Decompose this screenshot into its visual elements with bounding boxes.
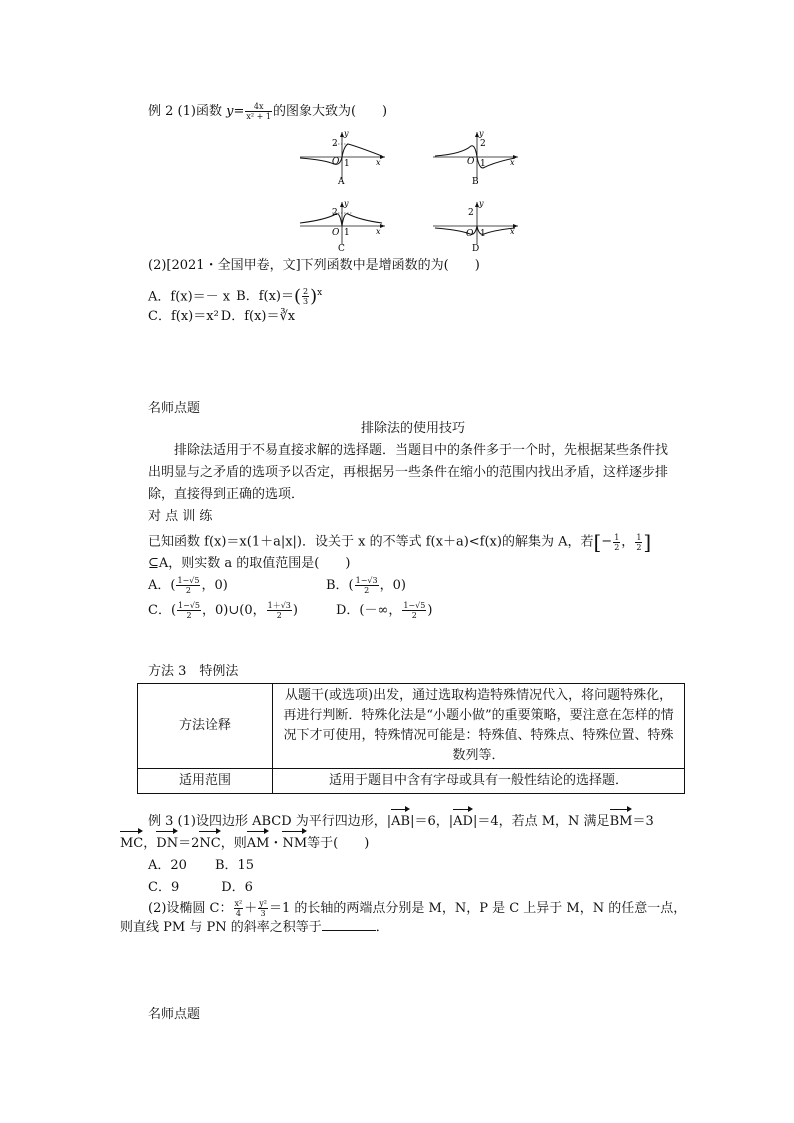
ex2-q2-options-cd: C．f(x)＝x² D．f(x)＝∛x [148,309,296,324]
method3-row1-head: 方法诠释 [138,684,273,769]
svg-text:2: 2 [332,208,338,218]
ex3-q2-line2: 则直线 PM 与 PN 的斜率之积等于 ． [120,920,389,935]
graph-options [290,124,530,254]
svg-text:x: x [376,227,381,236]
tip1-body: 排除法适用于不易直接求解的选择题．当题目中的条件多于一个时，先根据某些条件找出明显与之矛盾的选项予以否定，再根据另一些条件在缩小的范围内找出矛盾，这样逐步排除，直接得到正确的选项． [148,443,669,502]
method3-row1-body: 从题干(或选项)出发，通过选取构造特殊情况代入，将问题特殊化，再进行判断．特殊化法是“小题小做”的重要策略，要注意在怎样的情况下才可使用，特殊情况可能是：特殊值、特殊点、特殊位置、特殊数列等． [273,684,685,769]
ex3-line2: MC，DN＝2NC，则AM・NM等于( ) [120,833,369,855]
graph-d-label: D [472,244,480,254]
svg-text:1: 1 [480,159,486,169]
method3-title: 方法 3 特例法 [148,664,239,679]
svg-text:y: y [344,199,349,208]
practice-stem-line2: ⊆A，则实数 a 的取值范围是( ) [148,556,351,571]
graph-a-label: A [338,177,345,187]
svg-text:1: 1 [480,229,486,239]
ex3-line1: 例 3 (1)设四边形 ABCD 为平行四边形，|AB|＝6，|AD|＝4，若点 M，N 满足BM＝3 [148,811,654,833]
graph-a-ytick: 2 [332,139,338,149]
svg-text:O: O [466,229,474,239]
svg-text:x: x [376,158,381,167]
ex3-q2-line1: (2)设椭圆 C： $\frac{\text{x²}}{4}$ ＋ $\frac{\text{y²}}{3}$ ＝1 的长轴的两端点分别是 M，N，P 是 C 上异于 M，N 的任意一点， [148,899,687,918]
practice-stem-line1: 已知函数 f(x)＝x(1＋a|x|)．设关于 x 的不等式 f(x＋a)<f(x)的解集为 A，若[− $\frac{1}{2}$ ， $\frac{1}{2}$ ] [148,530,652,554]
svg-text:O: O [332,157,340,167]
graph-c-label: C [338,244,345,254]
ex2-q2: (2)[2021・全国甲卷，文]下列函数中是增函数的为( ) [148,258,480,273]
practice-option-a: A．( $\frac{1-√5}{2}$ ，0) [148,576,228,595]
svg-text:y: y [479,199,484,208]
tip2-heading: 名师点题 [148,1007,201,1022]
graph-d [433,199,518,254]
ex2-fraction: $\frac{4x}{\text{x² + 1}}$ [246,102,271,121]
practice-option-b: B．( $\frac{1-√3}{2}$ ，0) [326,576,406,595]
table-row [138,769,685,794]
svg-text:x: x [510,227,515,236]
answer-blank[interactable] [322,918,376,931]
graph-a [300,129,385,187]
svg-text:y: y [344,129,349,138]
ex2-q1: 例 2 (1)函数 y= $\frac{4x}{\text{x² + 1}}$ 的图象大致为( ) [148,102,388,121]
svg-text:O: O [332,228,340,238]
tip1-heading: 名师点题 [148,401,201,416]
practice-option-d: D．(－∞， $\frac{1-√5}{2}$ ) [336,601,433,620]
tip1-title: 排除法的使用技巧 [360,421,465,436]
graph-b-label: B [472,177,479,187]
method3-row2-head: 适用范围 [138,769,273,794]
practice-option-c: C．( $\frac{1-√5}{2}$ ，0)∪(0， $\frac{1+√3}{2}$ ) [148,601,298,620]
method3-row2-body: 适用于题目中含有字母或具有一般性结论的选择题． [273,769,685,794]
practice-heading: 对 点 训 练 [148,509,213,524]
svg-text:2: 2 [468,208,474,218]
svg-text:2: 2 [480,139,486,149]
svg-text:x: x [510,158,515,167]
svg-text:O: O [467,157,475,167]
graph-b [433,129,518,187]
method3-table [137,683,685,794]
ex3-options-ab: A．20 B．15 [148,858,255,873]
table-row [138,684,685,769]
svg-text:y: y [479,129,484,138]
ex3-options-cd: C．9 D．6 [148,880,253,895]
svg-text:1: 1 [344,228,350,238]
graph-c [300,199,385,254]
svg-text:1: 1 [344,159,350,169]
ex2-q2-options-ab: A．f(x)＝－ x B．f(x)＝( $\frac{2}{3}$ )$^x$ [148,285,323,307]
